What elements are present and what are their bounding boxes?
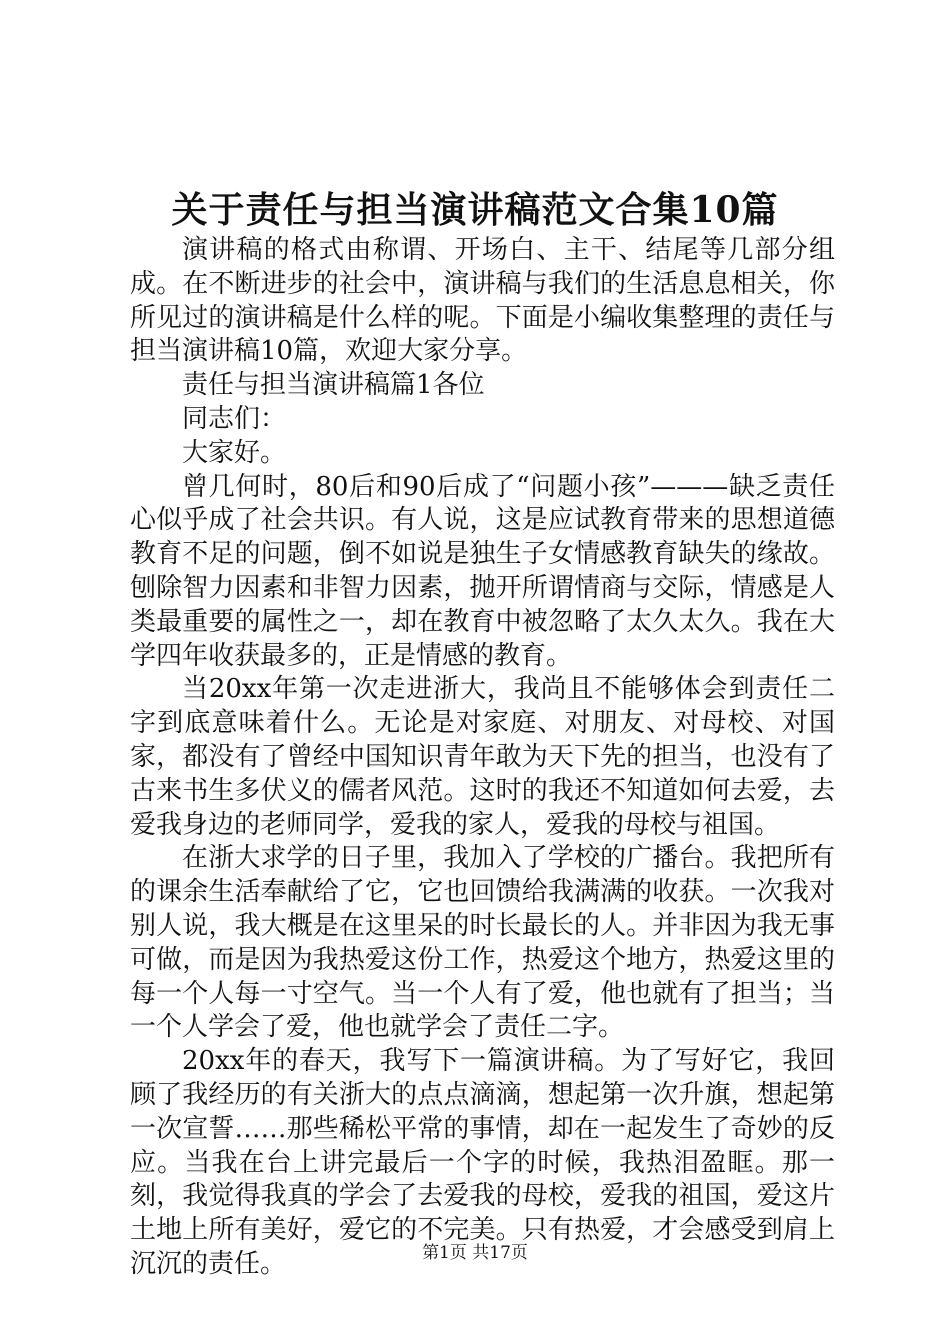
- paragraph-salutation: 同志们：: [182, 403, 287, 434]
- document-body: [130, 234, 835, 1282]
- paragraph-body-1: 曾几何时，80后和90后成了“问题小孩”———缺乏责任心似乎成了社会共识。有人说，这是应试教育带来的思想道德教育不足的问题，倒不如说是独生子女情感教育缺失的缘故。刨除智力因素和非智力因素，抛开所谓情商与交际，情感是人类最重要的属性之一，却在教育中被忽略了太久太久。我在大学四年收获最多的，正是情感的教育。: [130, 471, 835, 671]
- paragraph-body-4: 20xx年的春天，我写下一篇演讲稿。为了写好它，我回顾了我经历的有关浙大的点点滴滴，想起第一次升旗，想起第一次宣誓……那些稀松平常的事情，却在一起发生了奇妙的反应。当我在台上讲完最后一个字的时候，我热泪盈眶。那一刻，我觉得我真的学会了去爱我的母校，爱我的祖国，爱这片土地上所有美好，爱它的不完美。只有热爱，才会感受到肩上沉沉的责任。: [130, 1046, 835, 1279]
- paragraph-speech-heading: 责任与担当演讲稿篇1各位: [182, 370, 485, 401]
- paragraph-greeting: 大家好。: [182, 437, 287, 468]
- paragraph-intro: 演讲稿的格式由称谓、开场白、主干、结尾等几部分组成。在不断进步的社会中，演讲稿与我们的生活息息相关，你所见过的演讲稿是什么样的呢。下面是小编收集整理的责任与担当演讲稿10篇，欢迎大家分享。: [130, 235, 835, 367]
- page-footer: 第1页 共17页: [422, 1243, 528, 1263]
- paragraph-body-2: 当20xx年第一次走进浙大，我尚且不能够体会到责任二字到底意味着什么。无论是对家庭、对朋友、对母校、对国家，都没有了曾经中国知识青年敢为天下先的担当，也没有了古来书生多伏义的儒者风范。这时的我还不知道如何去爱，去爱我身边的老师同学，爱我的家人，爱我的母校与祖国。: [130, 674, 835, 840]
- paragraph-body-3: 在浙大求学的日子里，我加入了学校的广播台。我把所有的课余生活奉献给了它，它也回馈给我满满的收获。一次我对别人说，我大概是在这里呆的时长最长的人。并非因为我无事可做，而是因为我热爱这份工作，热爱这个地方，热爱这里的每一个人每一寸空气。当一个人有了爱，他也就有了担当；当一个人学会了爱，他也就学会了责任二字。: [130, 843, 835, 1043]
- document-title: 关于责任与担当演讲稿范文合集10篇: [171, 189, 779, 231]
